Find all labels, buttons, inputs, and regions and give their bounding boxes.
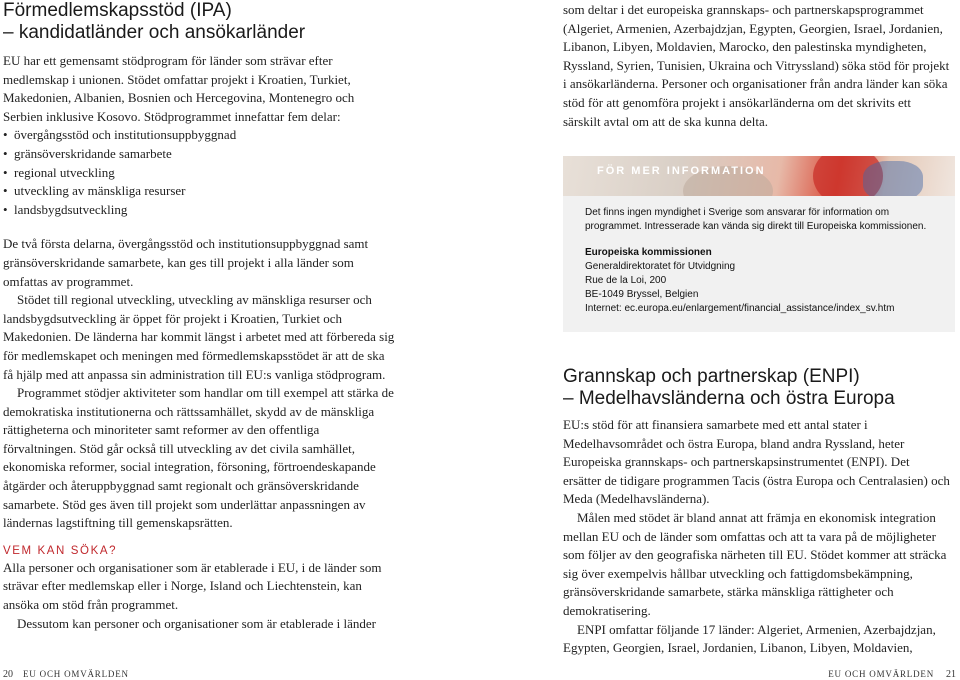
body-paragraph: Målen med stödet är bland annat att främja en ekonomisk integration mellan EU och de länder som omfattas och att ta vara på de möjligheter som följer av den geografiska närheten till EU. Stödet kommer att sträcka sig över exempelvis hållbar utveckling och fattigdomsbekämpning, gränsöverskridande samarbete, stärka mänskliga rättigheter och demokratisering. xyxy=(563,509,947,618)
list-item: • gränsöverskridande samarbete xyxy=(3,145,395,164)
bullet-icon: • xyxy=(3,183,8,199)
body-paragraph: Dessutom kan personer och organisationer som är etablerade i länder xyxy=(17,615,376,631)
list-item: • regional utveckling xyxy=(3,164,395,183)
heading-line-2: – kandidatländer och ansökarländer xyxy=(3,22,306,43)
body-paragraph: De två första delarna, övergångsstöd och institutionsuppbyggnad samt gränsöverskridande samarbete, kan ges till projekt i alla länder som omfattas av programmet. xyxy=(3,236,369,289)
body-paragraph: Programmet stödjer aktiviteter som handlar om till exempel att stärka de demokratiska institutionerna och rättssamhället, skydd av de mänskliga rättigheterna och minoriteter samt reformer av den offentliga förvaltningen. Stöd går också till utveckling av det civila samhället, ekonomiska reformer, social integration, försoning, förtroendeskapande åtgärder och återuppbyggnad samt regionalt och gränsöverskridande samarbete. Stöd ges även till projekt som underlättar anpassningen av ländernas lagstiftning till gemenskapsrätten. xyxy=(3,385,394,531)
continued-paragraph: som deltar i det europeiska grannskaps- och partnerskapsprogrammet (Algeriet, Armenien, Azerbajdzjan, Egypten, Georgien, Israel, Jordanien, Libanon, Libyen, Moldavien, Marocko, den palestinska myndigheten, Ryssland, Syrien, Tunisien, Ukraina och Vitryssland) söka stöd för projekt i ansökarländerna. Personer och organisationer från andra länder kan söka stöd för att genomföra projekt i ansökarländerna om det skrivits ett särskilt avtal om att de ska kunna delta. xyxy=(563,2,950,129)
body-paragraph: Stödet till regional utveckling, utveckling av mänskliga resurser och landsbygdsutveckling är öppet för projekt i Kroatien, Turkiet och Makedonien. De länderna har kommit längst i arbetet med att förbereda sig för medlemskapet och meningen med förmedlemskapsstödet är att de ska få hjälp med att anpassa sin administration till EU:s vanliga stödprogram. xyxy=(3,292,395,382)
right-page xyxy=(480,0,960,680)
heading-line-1: Grannskap och partnerskap (ENPI) xyxy=(563,366,860,387)
footer-title: EU OCH OMVÄRLDEN xyxy=(828,669,934,679)
heading-line-2: – Medelhavsländerna och östra Europa xyxy=(563,388,895,409)
enpi-text xyxy=(563,416,950,658)
info-line: BE-1049 Bryssel, Belgien xyxy=(585,289,699,300)
page-number: 21 xyxy=(946,669,956,680)
body-paragraph: ENPI omfattar följande 17 länder: Algeriet, Armenien, Azerbajdzjan, Egypten, Georgien, Israel, Jordanien, Libanon, Libyen, Moldavien, xyxy=(563,621,936,656)
info-line: Generaldirektoratet för Utvidgning xyxy=(585,261,736,272)
page-footer-right xyxy=(828,669,956,680)
left-column xyxy=(3,0,395,633)
bullet-icon: • xyxy=(3,127,8,143)
program-parts-list xyxy=(3,126,395,219)
page-footer-left xyxy=(3,669,129,680)
info-box-header-photo xyxy=(563,156,955,196)
footer-title: EU OCH OMVÄRLDEN xyxy=(23,669,129,679)
info-intro: Det finns ingen myndighet i Sverige som ansvarar för information om programmet. Intresserade kan vända sig direkt till Europeiska kommissionen. xyxy=(585,207,927,232)
photo-decoration xyxy=(863,161,923,196)
heading-line-1: Förmedlemskapsstöd (IPA) xyxy=(3,0,232,21)
info-organisation: Europeiska kommissionen xyxy=(585,247,712,258)
info-line: Rue de la Loi, 200 xyxy=(585,275,667,286)
list-item: • landsbygdsutveckling xyxy=(3,201,395,220)
bullet-icon: • xyxy=(3,164,8,180)
list-item: • övergångsstöd och institutionsuppbyggnad xyxy=(3,126,395,145)
bullet-icon: • xyxy=(3,201,8,217)
list-item: • utveckling av mänskliga resurser xyxy=(3,182,395,201)
body-paragraph: Alla personer och organisationer som är etablerade i EU, i de länder som strävar efter medlemskap eller i Norge, Island och Liechtenstein, kan ansöka om stöd från programmet. xyxy=(3,559,382,613)
info-box xyxy=(563,196,955,332)
body-paragraph: EU:s stöd för att finansiera samarbete med ett antal stater i Medelhavsområdet och östra Europa, bland andra Ryssland, heter Europeiska grannskaps- och partnerskapsinstrumentet (ENPI). Det ersätter de tidigare programmen Tacis (östra Europa och Centralasien) och Meda (Medelhavsländerna). xyxy=(563,417,950,507)
bullet-icon: • xyxy=(3,145,8,161)
section-heading-ipa xyxy=(3,0,395,44)
intro-paragraph: EU har ett gemensamt stödprogram för länder som strävar efter medlemskap i unionen. Stödet omfattar projekt i Kroatien, Turkiet, Makedonien, Albanien, Bosnien och Hercegovina, Montenegro och Serbien inklusive Kosovo. Stödprogrammet innefattar fem delar: xyxy=(3,53,355,124)
info-url[interactable]: Internet: ec.europa.eu/enlargement/financial_assistance/index_sv.htm xyxy=(585,303,895,314)
info-box-title: FÖR MER INFORMATION xyxy=(597,165,766,177)
page-number: 20 xyxy=(3,669,13,680)
who-can-apply-heading: VEM KAN SÖKA? xyxy=(3,544,118,557)
section-heading-enpi xyxy=(563,366,950,410)
right-column xyxy=(563,0,950,656)
